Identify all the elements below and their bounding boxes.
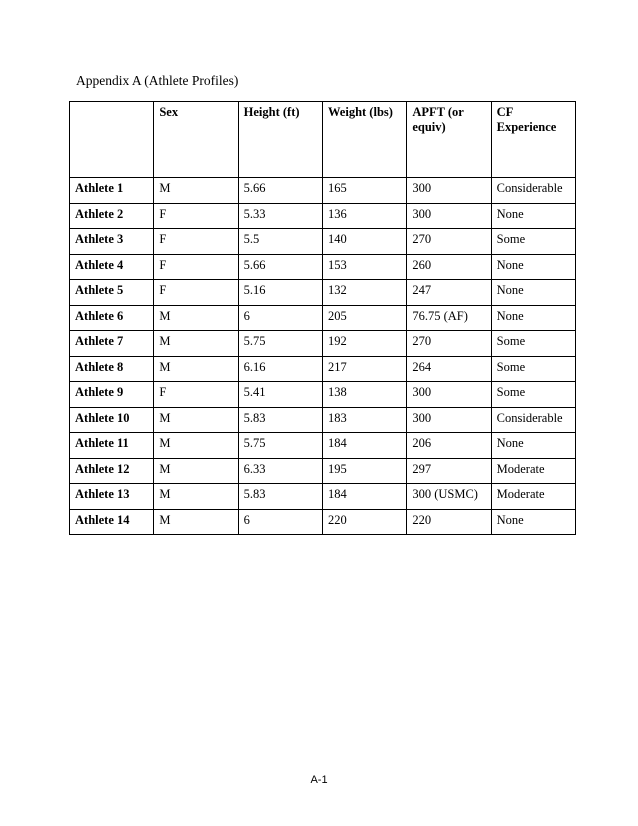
cell-athlete-name: Athlete 6 [70,305,154,331]
cell-sex: M [154,509,238,535]
cell-height: 6 [238,509,322,535]
cell-sex: F [154,382,238,408]
cell-sex: M [154,356,238,382]
table-caption: Appendix A (Athlete Profiles) [76,73,239,88]
cell-cf-experience: None [491,203,575,229]
cell-athlete-name: Athlete 4 [70,254,154,280]
cell-weight: 138 [322,382,406,408]
cell-apft: 206 [407,433,491,459]
cell-cf-experience: Moderate [491,458,575,484]
table-row [70,458,576,484]
cell-athlete-name: Athlete 10 [70,407,154,433]
cell-cf-experience: None [491,254,575,280]
cell-apft: 260 [407,254,491,280]
cell-height: 6.33 [238,458,322,484]
athlete-profiles-table [69,101,576,535]
cell-athlete-name: Athlete 13 [70,484,154,510]
cell-sex: F [154,203,238,229]
cell-cf-experience: Some [491,382,575,408]
cell-height: 5.66 [238,254,322,280]
cell-apft: 264 [407,356,491,382]
cell-sex: M [154,407,238,433]
cell-weight: 140 [322,229,406,255]
cell-apft: 300 [407,203,491,229]
cell-cf-experience: Considerable [491,407,575,433]
cell-cf-experience: None [491,280,575,306]
cell-height: 6 [238,305,322,331]
cell-weight: 220 [322,509,406,535]
cell-cf-experience: None [491,305,575,331]
cell-athlete-name: Athlete 1 [70,178,154,204]
header-cell-apft: APFT (or equiv) [407,102,491,178]
cell-height: 6.16 [238,356,322,382]
table-body [70,178,576,535]
cell-weight: 184 [322,433,406,459]
cell-sex: F [154,280,238,306]
table-row [70,382,576,408]
cell-cf-experience: Some [491,356,575,382]
cell-height: 5.41 [238,382,322,408]
cell-cf-experience: None [491,433,575,459]
cell-sex: F [154,229,238,255]
cell-cf-experience: Moderate [491,484,575,510]
cell-athlete-name: Athlete 3 [70,229,154,255]
cell-apft: 270 [407,229,491,255]
header-cell-height: Height (ft) [238,102,322,178]
table-row [70,509,576,535]
cell-sex: M [154,458,238,484]
cell-sex: M [154,484,238,510]
cell-apft: 76.75 (AF) [407,305,491,331]
header-cell-weight: Weight (lbs) [322,102,406,178]
header-cell-cf-experience: CF Experience [491,102,575,178]
cell-apft: 297 [407,458,491,484]
cell-weight: 183 [322,407,406,433]
header-cell-blank [70,102,154,178]
cell-cf-experience: None [491,509,575,535]
cell-athlete-name: Athlete 12 [70,458,154,484]
cell-sex: F [154,254,238,280]
cell-sex: M [154,178,238,204]
cell-weight: 184 [322,484,406,510]
page-number: A-1 [310,774,328,786]
cell-weight: 205 [322,305,406,331]
table-row [70,254,576,280]
cell-apft: 220 [407,509,491,535]
cell-apft: 300 [407,178,491,204]
cell-weight: 153 [322,254,406,280]
cell-height: 5.83 [238,407,322,433]
cell-cf-experience: Considerable [491,178,575,204]
cell-sex: M [154,433,238,459]
cell-athlete-name: Athlete 7 [70,331,154,357]
cell-apft: 300 (USMC) [407,484,491,510]
cell-athlete-name: Athlete 2 [70,203,154,229]
cell-height: 5.33 [238,203,322,229]
table-row [70,178,576,204]
cell-height: 5.83 [238,484,322,510]
cell-height: 5.66 [238,178,322,204]
cell-height: 5.5 [238,229,322,255]
cell-athlete-name: Athlete 5 [70,280,154,306]
cell-sex: M [154,331,238,357]
cell-weight: 132 [322,280,406,306]
table-row [70,407,576,433]
cell-athlete-name: Athlete 9 [70,382,154,408]
cell-weight: 136 [322,203,406,229]
table-row [70,203,576,229]
header-cell-sex: Sex [154,102,238,178]
cell-height: 5.75 [238,433,322,459]
table-row [70,280,576,306]
cell-cf-experience: Some [491,331,575,357]
cell-weight: 165 [322,178,406,204]
table-row [70,356,576,382]
cell-athlete-name: Athlete 14 [70,509,154,535]
cell-apft: 300 [407,382,491,408]
cell-athlete-name: Athlete 8 [70,356,154,382]
table-row [70,433,576,459]
table-row [70,229,576,255]
cell-apft: 247 [407,280,491,306]
table-header-row [70,102,576,178]
table-row [70,305,576,331]
table-row [70,484,576,510]
cell-height: 5.75 [238,331,322,357]
cell-athlete-name: Athlete 11 [70,433,154,459]
cell-cf-experience: Some [491,229,575,255]
cell-apft: 270 [407,331,491,357]
cell-weight: 192 [322,331,406,357]
cell-sex: M [154,305,238,331]
cell-weight: 195 [322,458,406,484]
cell-height: 5.16 [238,280,322,306]
cell-weight: 217 [322,356,406,382]
table-row [70,331,576,357]
cell-apft: 300 [407,407,491,433]
